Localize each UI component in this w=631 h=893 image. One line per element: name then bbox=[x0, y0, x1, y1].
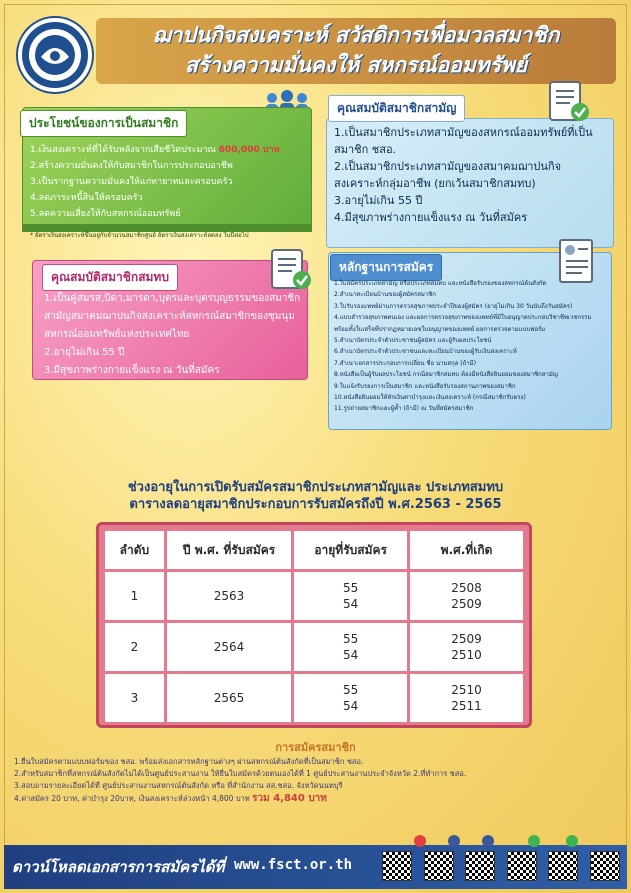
list-item: 5.ลดความเสี่ยงให้กับสหกรณ์ออมทรัพย์ bbox=[30, 209, 181, 219]
documents-heading: หลักฐานการสมัคร bbox=[330, 254, 442, 281]
list-item: 4.แบบสำรวจสุขภาพตนเอง และผลการตรวจสุขภาพของแพทย์ที่มีใบอนุญาตประกอบวิชาชีพเวชกรรม bbox=[334, 314, 592, 322]
application-list bbox=[14, 756, 618, 805]
list-item: 10.หนังสือยินยอมให้หักเงินค่าบำรุงและเงินสงเคราะห์ (กรณีสมาชิกรับตรง) bbox=[334, 394, 526, 402]
list-item: 1.เป็นคู่สมรส,บิดา,มารดา,บุตรและบุตรบุญธรรมของสมาชิกสามัญสมาคมฌาปนกิจสงเคราะห์สหกรณ์สมาชิกของชุมนุมสหกรณ์ออมทรัพย์แห่งประเทศไทย bbox=[44, 293, 301, 340]
list-item: 8.หนังสือเป็นผู้รับผลประโยชน์ กรณีสมาชิกสมทบ ต้องมีหนังสือยินยอมของสมาชิกสามัญ bbox=[334, 371, 558, 379]
row-number: 1 bbox=[105, 572, 164, 620]
benefits-heading: ประโยชน์ของการเป็นสมาชิก bbox=[20, 110, 187, 137]
application-title: การสมัครสมาชิก bbox=[275, 741, 356, 754]
page-title: ฌาปนกิจสงเคราะห์ สวัสดิการเพื่อมวลสมาชิก bbox=[152, 22, 560, 47]
qr-code[interactable] bbox=[590, 851, 620, 881]
page-subtitle: สร้างความมั่นคงให้ สหกรณ์ออมทรัพย์ bbox=[185, 52, 527, 77]
phone-icon[interactable] bbox=[566, 835, 578, 847]
ordinary-qualifications-list bbox=[334, 124, 606, 226]
list-item: 5.สำเนาบัตรประจำตัวประชาชนผู้สมัคร และผู้รับผลประโยชน์ bbox=[334, 337, 492, 345]
list-item: 1.เป็นสมาชิกประเภทสามัญของสหกรณ์ออมทรัพย์ที่เป็นสมาชิก ชสอ. bbox=[334, 126, 593, 156]
benefits-list bbox=[30, 142, 302, 222]
benefit-amount: 600,000 บาท bbox=[218, 145, 280, 155]
list-item: 2.สร้างความมั่นคงให้กับสมาชิกในการประกอบอาชีพ bbox=[30, 161, 233, 171]
website-link[interactable]: www.fsct.or.th bbox=[234, 857, 353, 873]
qr-code[interactable] bbox=[424, 851, 454, 881]
list-item: 7.สำเนาเอกสารประกอบการเปลี่ยน ชื่อ นามสกุล (ถ้ามี) bbox=[334, 359, 476, 367]
column-header: พ.ศ.ที่เกิด bbox=[410, 531, 523, 569]
list-item: 4.ลดภาระหนี้สินให้ครอบครัว bbox=[30, 193, 143, 203]
application-age: 55 54 bbox=[294, 572, 407, 620]
download-label: ดาวน์โหลดเอกสารการสมัครได้ที่ bbox=[12, 858, 225, 876]
list-item: 1.ยื่นใบสมัครตามแบบฟอร์มของ ชสอ. พร้อมส่งเอกสารหลักฐานต่างๆ ผ่านสหกรณ์ต้นสังกัดที่เป็นสมาชิก ชสอ. bbox=[14, 757, 364, 766]
qr-code-row bbox=[382, 851, 620, 885]
column-header: ลำดับ bbox=[105, 531, 164, 569]
row-number: 2 bbox=[105, 623, 164, 671]
qr-code[interactable] bbox=[507, 851, 537, 881]
column-header: ปี พ.ศ. ที่รับสมัคร bbox=[167, 531, 291, 569]
list-item: 3.เป็นรากฐานความมั่นคงให้แก่ทายาทและครอบครัว bbox=[30, 177, 233, 187]
youtube-icon[interactable] bbox=[414, 835, 426, 847]
column-header: อายุที่รับสมัคร bbox=[294, 531, 407, 569]
birth-year: 2508 2509 bbox=[410, 572, 523, 620]
table-header-row bbox=[105, 531, 523, 569]
application-year: 2563 bbox=[167, 572, 291, 620]
application-age: 55 54 bbox=[294, 674, 407, 722]
associate-qualifications-heading: คุณสมบัติสมาชิกสมทบ bbox=[42, 264, 178, 291]
footer-bar bbox=[4, 845, 627, 889]
list-item: 2.เป็นสมาชิกประเภทสามัญของสมาคมฌาปนกิจสงเคราะห์กลุ่มอาชีพ (ยกเว้นสมาชิกสมทบ) bbox=[334, 160, 562, 190]
qr-code[interactable] bbox=[382, 851, 412, 881]
list-item: 2.อายุไม่เกิน 55 ปี bbox=[44, 347, 125, 358]
fsct-logo bbox=[18, 18, 92, 92]
list-item: 1.เงินสงเคราะห์ที่ได้รับหลังจากเสียชีวิตประมาณ 600,000 บาท bbox=[30, 145, 280, 155]
list-item: 3.มีสุขภาพร่างกายแข็งแรง ณ วันที่สมัคร bbox=[44, 365, 220, 376]
application-total: รวม 4,840 บาท bbox=[252, 792, 327, 804]
benefits-footnote: * อัตราเงินสงเคราะห์ขึ้นอยู่กับจำนวนสมาชิกศูนย์ อัตราเงินสงเคราะห์ลดลง ในปีต่อไป bbox=[30, 232, 249, 239]
qr-code[interactable] bbox=[548, 851, 578, 881]
age-section-subtitle: ตารางลดอายุสมาชิกประกอบการรับสมัครถึงปี พ.ศ.2563 - 2565 bbox=[129, 497, 502, 512]
checklist-icon bbox=[548, 78, 590, 124]
documents-list bbox=[334, 278, 606, 415]
list-item: 4.มีสุขภาพร่างกายแข็งแรง ณ วันที่สมัคร bbox=[334, 211, 528, 224]
logo-emblem-icon bbox=[27, 27, 83, 83]
list-item: 2.สำหรับสมาชิกที่สหกรณ์ต้นสังกัดไม่ได้เป็นศูนย์ประสานงาน ให้ยื่นใบสมัครด้วยตนเองได้ที่ 1 ศูนย์ประสานงานประจำจังหวัด 2.ที่ทำการ ชสอ. bbox=[14, 769, 467, 779]
application-year: 2565 bbox=[167, 674, 291, 722]
age-table bbox=[102, 528, 526, 725]
list-item: 1.ใบสมัครประเภทสามัญ หรือประเภทสมทบ และหนังสือรับรองของสหกรณ์ต้นสังกัด bbox=[334, 280, 547, 287]
checklist-icon bbox=[270, 246, 312, 292]
birth-year: 2510 2511 bbox=[410, 674, 523, 722]
list-item: 11.รูปถ่ายสมาชิกและผู้ค้ำ (ถ้ามี) ณ วันที่สมัครสมาชิก bbox=[334, 405, 474, 413]
list-item: 3.สอบถามรายละเอียดได้ที่ ศูนย์ประสานงานสหกรณ์ต้นสังกัด หรือ ที่สำนักงาน สส.ชสอ. จังหวัดนนทบุรี bbox=[14, 781, 343, 791]
age-section-title: ช่วงอายุในการเปิดรับสมัครสมาชิกประเภทสามัญและ ประเภทสมทบ bbox=[127, 480, 504, 495]
table-row bbox=[105, 623, 523, 671]
associate-qualifications-list bbox=[44, 290, 304, 380]
birth-year: 2509 2510 bbox=[410, 623, 523, 671]
list-item: 6.สำเนาบัตรประจำตัวประชาชนและทะเบียนบ้านของผู้รับเงินสงเคราะห์ bbox=[334, 348, 517, 356]
list-item: 9.ใบแจ้งรับรองการเป็นสมาชิก และหนังสือรับรองสถานภาพของสมาชิก bbox=[334, 382, 516, 390]
list-item: 3.อายุไม่เกิน 55 ปี bbox=[334, 194, 423, 207]
ordinary-qualifications-heading: คุณสมบัติสมาชิกสามัญ bbox=[328, 95, 465, 122]
application-year: 2564 bbox=[167, 623, 291, 671]
row-number: 3 bbox=[105, 674, 164, 722]
application-age: 55 54 bbox=[294, 623, 407, 671]
age-table-frame bbox=[96, 522, 532, 728]
table-row bbox=[105, 572, 523, 620]
list-item: 4.ค่าสมัคร 20 บาท, ค่าบำรุง 20บาท, เงินสงเคราะห์ล่วงหน้า 4,800 บาท รวม 4,840 บาท bbox=[14, 792, 327, 804]
facebook-icon[interactable] bbox=[482, 835, 494, 847]
line-icon[interactable] bbox=[528, 835, 540, 847]
table-row bbox=[105, 674, 523, 722]
list-item: 3.ใบรับรองแพทย์ผ่านการตรวจสุขภาพประจำปีของผู้สมัคร (อายุไม่เกิน 30 วันนับถึงวันสมัคร) bbox=[334, 302, 573, 310]
list-item: 2.สำเนาทะเบียนบ้านของผู้สมัครสมาชิก bbox=[334, 291, 436, 299]
qr-code[interactable] bbox=[465, 851, 495, 881]
facebook-icon[interactable] bbox=[448, 835, 460, 847]
list-item: พร้อมทั้งใบเสร็จที่ปรากฏหมายเลขใบอนุญาตของแพทย์ ผลการตรวจตามแบบฟอร์ม bbox=[334, 325, 546, 333]
title-banner bbox=[96, 18, 616, 84]
